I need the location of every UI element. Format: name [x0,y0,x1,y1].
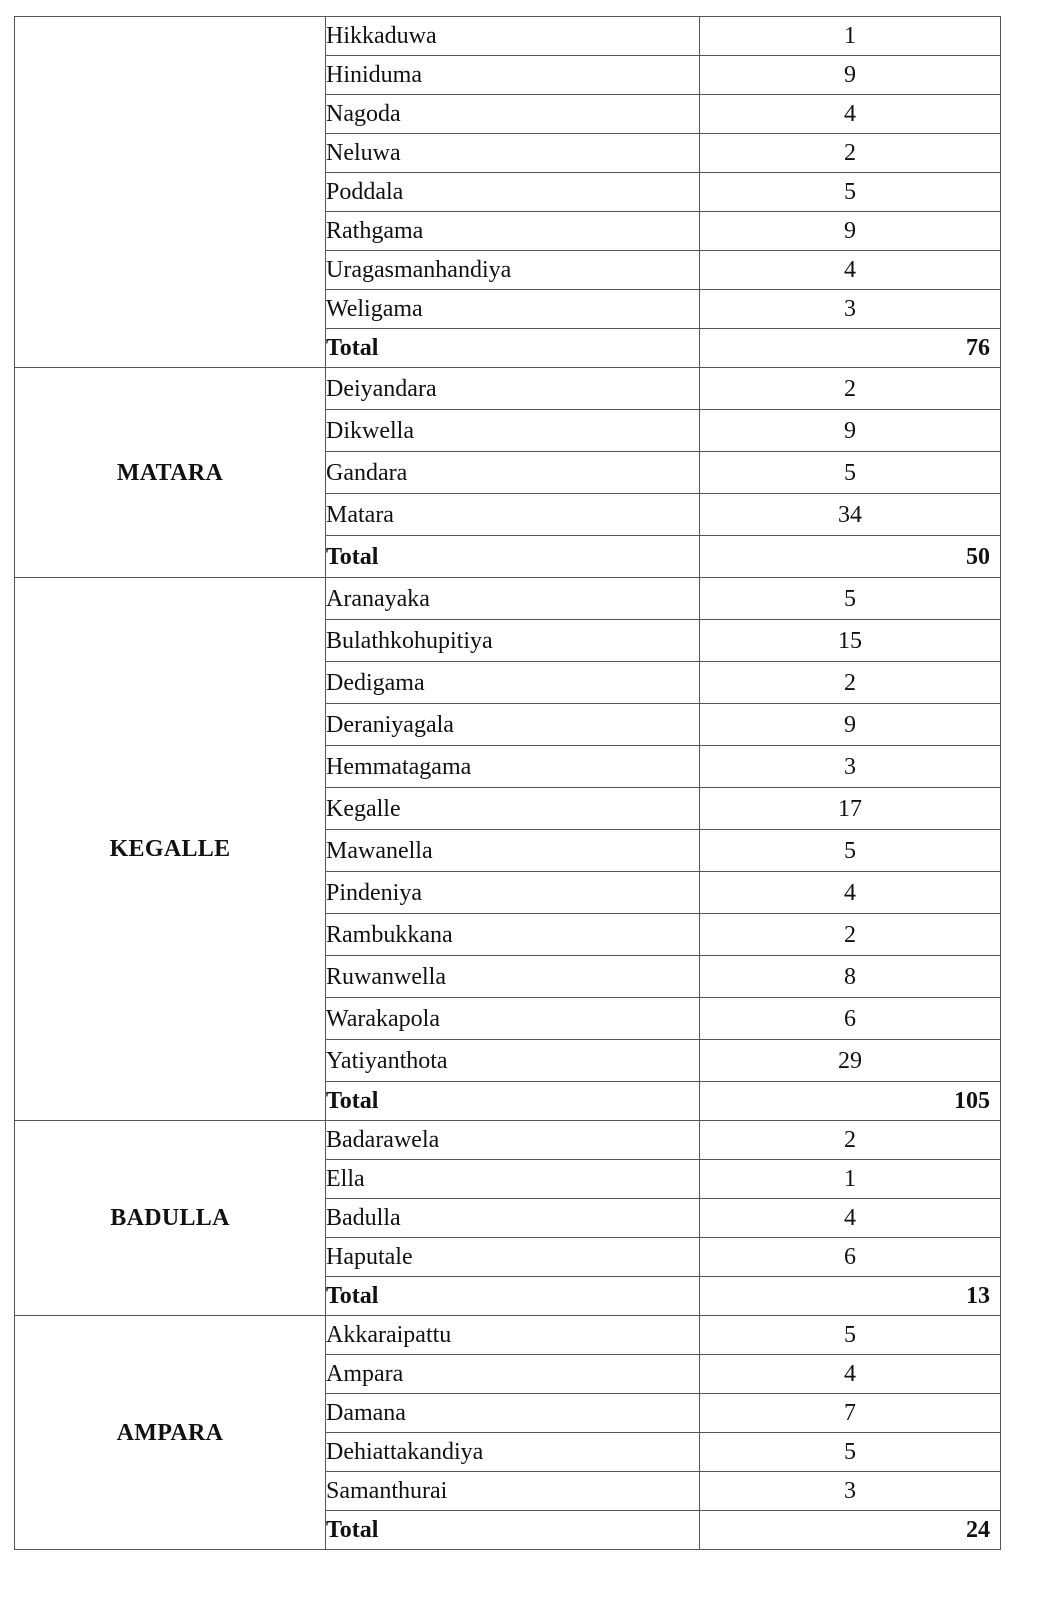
table-row [15,578,1001,620]
division-name: Weligama [326,290,700,329]
division-count: 2 [700,662,1001,704]
division-name: Damana [326,1394,700,1433]
division-count: 2 [700,1121,1001,1160]
division-name: Deraniyagala [326,704,700,746]
division-name: Akkaraipattu [326,1316,700,1355]
division-name: Hikkaduwa [326,17,700,56]
division-count: 9 [700,704,1001,746]
division-name: Nagoda [326,95,700,134]
total-value: 50 [700,536,1001,578]
district-name: AMPARA [15,1316,326,1550]
total-label: Total [326,1277,700,1316]
division-count: 9 [700,212,1001,251]
table-row [15,1316,1001,1355]
division-count: 4 [700,95,1001,134]
division-count: 5 [700,452,1001,494]
division-name: Mawanella [326,830,700,872]
division-count: 34 [700,494,1001,536]
division-name: Warakapola [326,998,700,1040]
division-count: 5 [700,173,1001,212]
division-count: 9 [700,56,1001,95]
total-value: 24 [700,1511,1001,1550]
division-name: Ruwanwella [326,956,700,998]
division-name: Ella [326,1160,700,1199]
table-row [15,368,1001,410]
division-name: Rathgama [326,212,700,251]
division-count: 6 [700,998,1001,1040]
division-count: 8 [700,956,1001,998]
division-name: Pindeniya [326,872,700,914]
total-value: 76 [700,329,1001,368]
division-count: 7 [700,1394,1001,1433]
division-name: Hiniduma [326,56,700,95]
division-name: Rambukkana [326,914,700,956]
total-label: Total [326,536,700,578]
division-name: Samanthurai [326,1472,700,1511]
total-label: Total [326,329,700,368]
total-value: 13 [700,1277,1001,1316]
division-name: Dedigama [326,662,700,704]
division-name: Bulathkohupitiya [326,620,700,662]
division-name: Hemmatagama [326,746,700,788]
division-count: 4 [700,1355,1001,1394]
division-name: Deiyandara [326,368,700,410]
table-row [15,17,1001,56]
division-count: 3 [700,1472,1001,1511]
division-name: Badarawela [326,1121,700,1160]
district-name: MATARA [15,368,326,578]
division-count: 5 [700,1433,1001,1472]
division-name: Ampara [326,1355,700,1394]
district-name: BADULLA [15,1121,326,1316]
table-row [15,1121,1001,1160]
district-name: KEGALLE [15,578,326,1121]
division-count: 17 [700,788,1001,830]
division-name: Matara [326,494,700,536]
division-count: 2 [700,134,1001,173]
division-count: 9 [700,410,1001,452]
division-name: Haputale [326,1238,700,1277]
total-label: Total [326,1082,700,1121]
division-name: Dehiattakandiya [326,1433,700,1472]
division-count: 29 [700,1040,1001,1082]
division-count: 5 [700,830,1001,872]
division-count: 1 [700,1160,1001,1199]
division-count: 5 [700,1316,1001,1355]
division-name: Dikwella [326,410,700,452]
division-count: 2 [700,914,1001,956]
division-count: 4 [700,872,1001,914]
division-count: 5 [700,578,1001,620]
division-name: Gandara [326,452,700,494]
district-division-table [14,16,1001,1550]
division-count: 6 [700,1238,1001,1277]
division-count: 3 [700,290,1001,329]
division-count: 15 [700,620,1001,662]
total-value: 105 [700,1082,1001,1121]
division-count: 1 [700,17,1001,56]
division-count: 2 [700,368,1001,410]
division-name: Badulla [326,1199,700,1238]
total-label: Total [326,1511,700,1550]
division-name: Kegalle [326,788,700,830]
division-name: Aranayaka [326,578,700,620]
district-name [15,17,326,368]
division-name: Neluwa [326,134,700,173]
division-count: 3 [700,746,1001,788]
division-count: 4 [700,1199,1001,1238]
division-name: Poddala [326,173,700,212]
division-name: Yatiyanthota [326,1040,700,1082]
division-name: Uragasmanhandiya [326,251,700,290]
division-count: 4 [700,251,1001,290]
table-body [15,17,1001,1550]
